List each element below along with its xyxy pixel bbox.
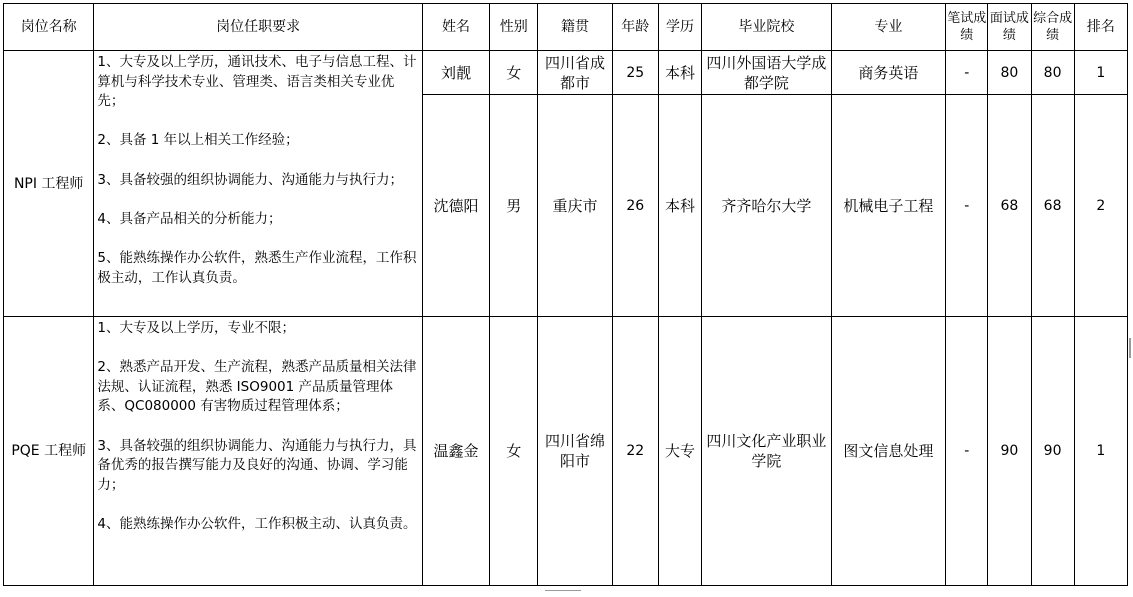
rank-cell: 1 — [1074, 51, 1127, 95]
results-table — [3, 3, 1128, 586]
header-position: 岗位名称 — [4, 4, 94, 51]
gender-cell: 女 — [490, 317, 538, 586]
major-cell: 机械电子工程 — [831, 95, 946, 317]
school-cell: 四川外国语大学成都学院 — [702, 51, 832, 95]
header-major: 专业 — [831, 4, 946, 51]
origin-cell: 重庆市 — [538, 95, 612, 317]
written-score-cell: - — [946, 317, 988, 586]
age-cell: 25 — [612, 51, 658, 95]
origin-cell: 四川省成都市 — [538, 51, 612, 95]
sheet-edge-mark — [545, 590, 581, 591]
requirement-item: 2、熟悉产品开发、生产流程，熟悉产品质量相关法律法规、认证流程，熟悉 ISO9001 产品质量管理体系、QC080000 有害物质过程管理体系； — [97, 359, 417, 415]
header-requirements: 岗位任职要求 — [94, 4, 422, 51]
header-name: 姓名 — [422, 4, 489, 51]
requirements-cell — [94, 317, 422, 586]
position-cell: PQE 工程师 — [4, 317, 94, 586]
education-cell: 本科 — [658, 95, 701, 317]
written-score-cell: - — [946, 95, 988, 317]
requirement-item: 3、具备较强的组织协调能力、沟通能力与执行力，具备优秀的报告撰写能力及良好的沟通、协调、学习能力； — [97, 437, 417, 493]
age-cell: 26 — [612, 95, 658, 317]
age-cell: 22 — [612, 317, 658, 586]
origin-cell: 四川省绵阳市 — [538, 317, 612, 586]
header-interview: 面试成绩 — [988, 4, 1031, 51]
header-school: 毕业院校 — [702, 4, 832, 51]
school-cell: 四川文化产业职业学院 — [702, 317, 832, 586]
interview-score-cell: 80 — [988, 51, 1031, 95]
school-cell: 齐齐哈尔大学 — [702, 95, 832, 317]
requirement-item: 4、具备产品相关的分析能力； — [97, 210, 282, 227]
table-row — [4, 317, 1128, 586]
requirement-item: 1、大专及以上学历，通讯技术、电子与信息工程、计算机与科学技术专业、管理类、语言类相关专业优先； — [97, 54, 417, 110]
education-cell: 本科 — [658, 51, 701, 95]
total-score-cell: 68 — [1031, 95, 1074, 317]
requirement-item: 4、能熟练操作办公软件，工作积极主动、认真负责。 — [97, 515, 417, 532]
education-cell: 大专 — [658, 317, 701, 586]
major-cell: 商务英语 — [831, 51, 946, 95]
written-score-cell: - — [946, 51, 988, 95]
header-age: 年龄 — [612, 4, 658, 51]
requirement-item: 3、具备较强的组织协调能力、沟通能力与执行力； — [97, 171, 403, 188]
name-cell: 温鑫金 — [422, 317, 489, 586]
scrollbar-fragment — [1129, 338, 1131, 358]
rank-cell: 1 — [1074, 317, 1127, 586]
header-row — [4, 4, 1128, 51]
header-total: 综合成绩 — [1031, 4, 1074, 51]
requirement-item: 1、大专及以上学历，专业不限； — [97, 320, 295, 336]
header-written: 笔试成绩 — [946, 4, 988, 51]
rank-cell: 2 — [1074, 95, 1127, 317]
total-score-cell: 90 — [1031, 317, 1074, 586]
interview-score-cell: 68 — [988, 95, 1031, 317]
interview-score-cell: 90 — [988, 317, 1031, 586]
requirements-cell — [94, 51, 422, 317]
requirement-item: 5、能熟练操作办公软件，熟悉生产作业流程，工作积极主动，工作认真负责。 — [97, 249, 417, 286]
header-rank: 排名 — [1074, 4, 1127, 51]
requirement-item: 2、具备 1 年以上相关工作经验； — [97, 132, 299, 149]
gender-cell: 女 — [490, 51, 538, 95]
gender-cell: 男 — [490, 95, 538, 317]
header-gender: 性别 — [490, 4, 538, 51]
name-cell: 刘靓 — [422, 51, 489, 95]
major-cell: 图文信息处理 — [831, 317, 946, 586]
total-score-cell: 80 — [1031, 51, 1074, 95]
table-row — [4, 51, 1128, 95]
header-origin: 籍贯 — [538, 4, 612, 51]
position-cell: NPI 工程师 — [4, 51, 94, 317]
header-education: 学历 — [658, 4, 701, 51]
name-cell: 沈德阳 — [422, 95, 489, 317]
